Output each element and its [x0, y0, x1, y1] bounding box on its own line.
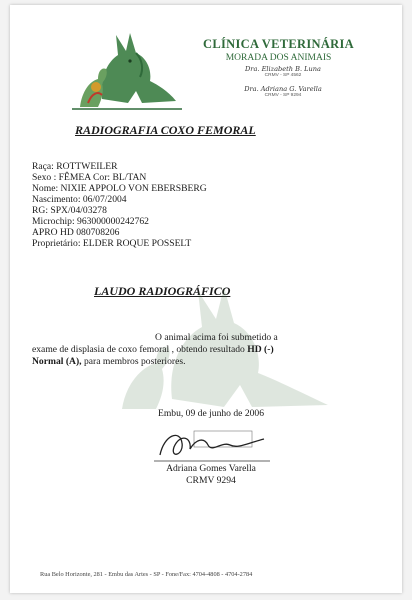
result-grade: Normal (A), — [32, 356, 82, 367]
vet-2-crmv: CRMV - SP 9294 — [264, 93, 302, 98]
report-line-3-text: para membros posteriores. — [81, 356, 186, 367]
report-line-3 — [32, 356, 185, 368]
report-line-2 — [32, 344, 274, 356]
vet-1 — [208, 65, 358, 78]
field-raca: Raça: ROTTWEILER — [32, 161, 118, 172]
field-proprietario: Proprietário: ELDER ROQUE POSSELT — [32, 238, 192, 249]
report-line-2-text: exame de displasia de coxo femoral , obtendo resultado — [32, 344, 248, 355]
field-sexo: Sexo : FÊMEA Cor: BL/TAN — [32, 172, 147, 183]
signer-name: Adriana Gomes Varella — [166, 463, 256, 474]
clinic-header — [186, 37, 371, 63]
vet-1-crmv: CRMV - SP 4562 — [264, 73, 302, 78]
document-title: RADIOGRAFIA COXO FEMORAL — [75, 123, 256, 137]
signer-crmv: CRMV 9294 — [186, 475, 236, 486]
vet-1-name: Dra. Elizabeth B. Luna — [245, 65, 321, 73]
signature-mark — [152, 425, 272, 465]
field-nome: Nome: NIXIE APPOLO VON EBERSBERG — [32, 183, 207, 194]
report-line-1: O animal acima foi submetido a — [155, 332, 278, 343]
field-apro: APRO HD 080708206 — [32, 227, 120, 238]
place-date: Embu, 09 de junho de 2006 — [157, 408, 265, 419]
result-hd: HD (-) — [247, 344, 274, 355]
document-page — [10, 5, 402, 593]
clinic-name: CLÍNICA VETERINÁRIA — [203, 37, 354, 51]
report-title: LAUDO RADIOGRÁFICO — [94, 284, 231, 298]
field-rg: RG: SPX/04/03278 — [32, 205, 107, 216]
footer-address: Rua Belo Horizonte, 281 - Embu das Artes - SP - Fone/Fax: 4704-4808 - 4704-2784 — [40, 571, 253, 578]
vet-2-name: Dra. Adriana G. Varella — [244, 85, 322, 93]
field-nascimento: Nascimento: 06/07/2004 — [32, 194, 127, 205]
dog-logo — [72, 29, 182, 111]
field-microchip: Microchip: 963000000242762 — [32, 216, 149, 227]
clinic-subtitle: MORADA DOS ANIMAIS — [225, 53, 332, 63]
vet-2 — [208, 85, 358, 98]
